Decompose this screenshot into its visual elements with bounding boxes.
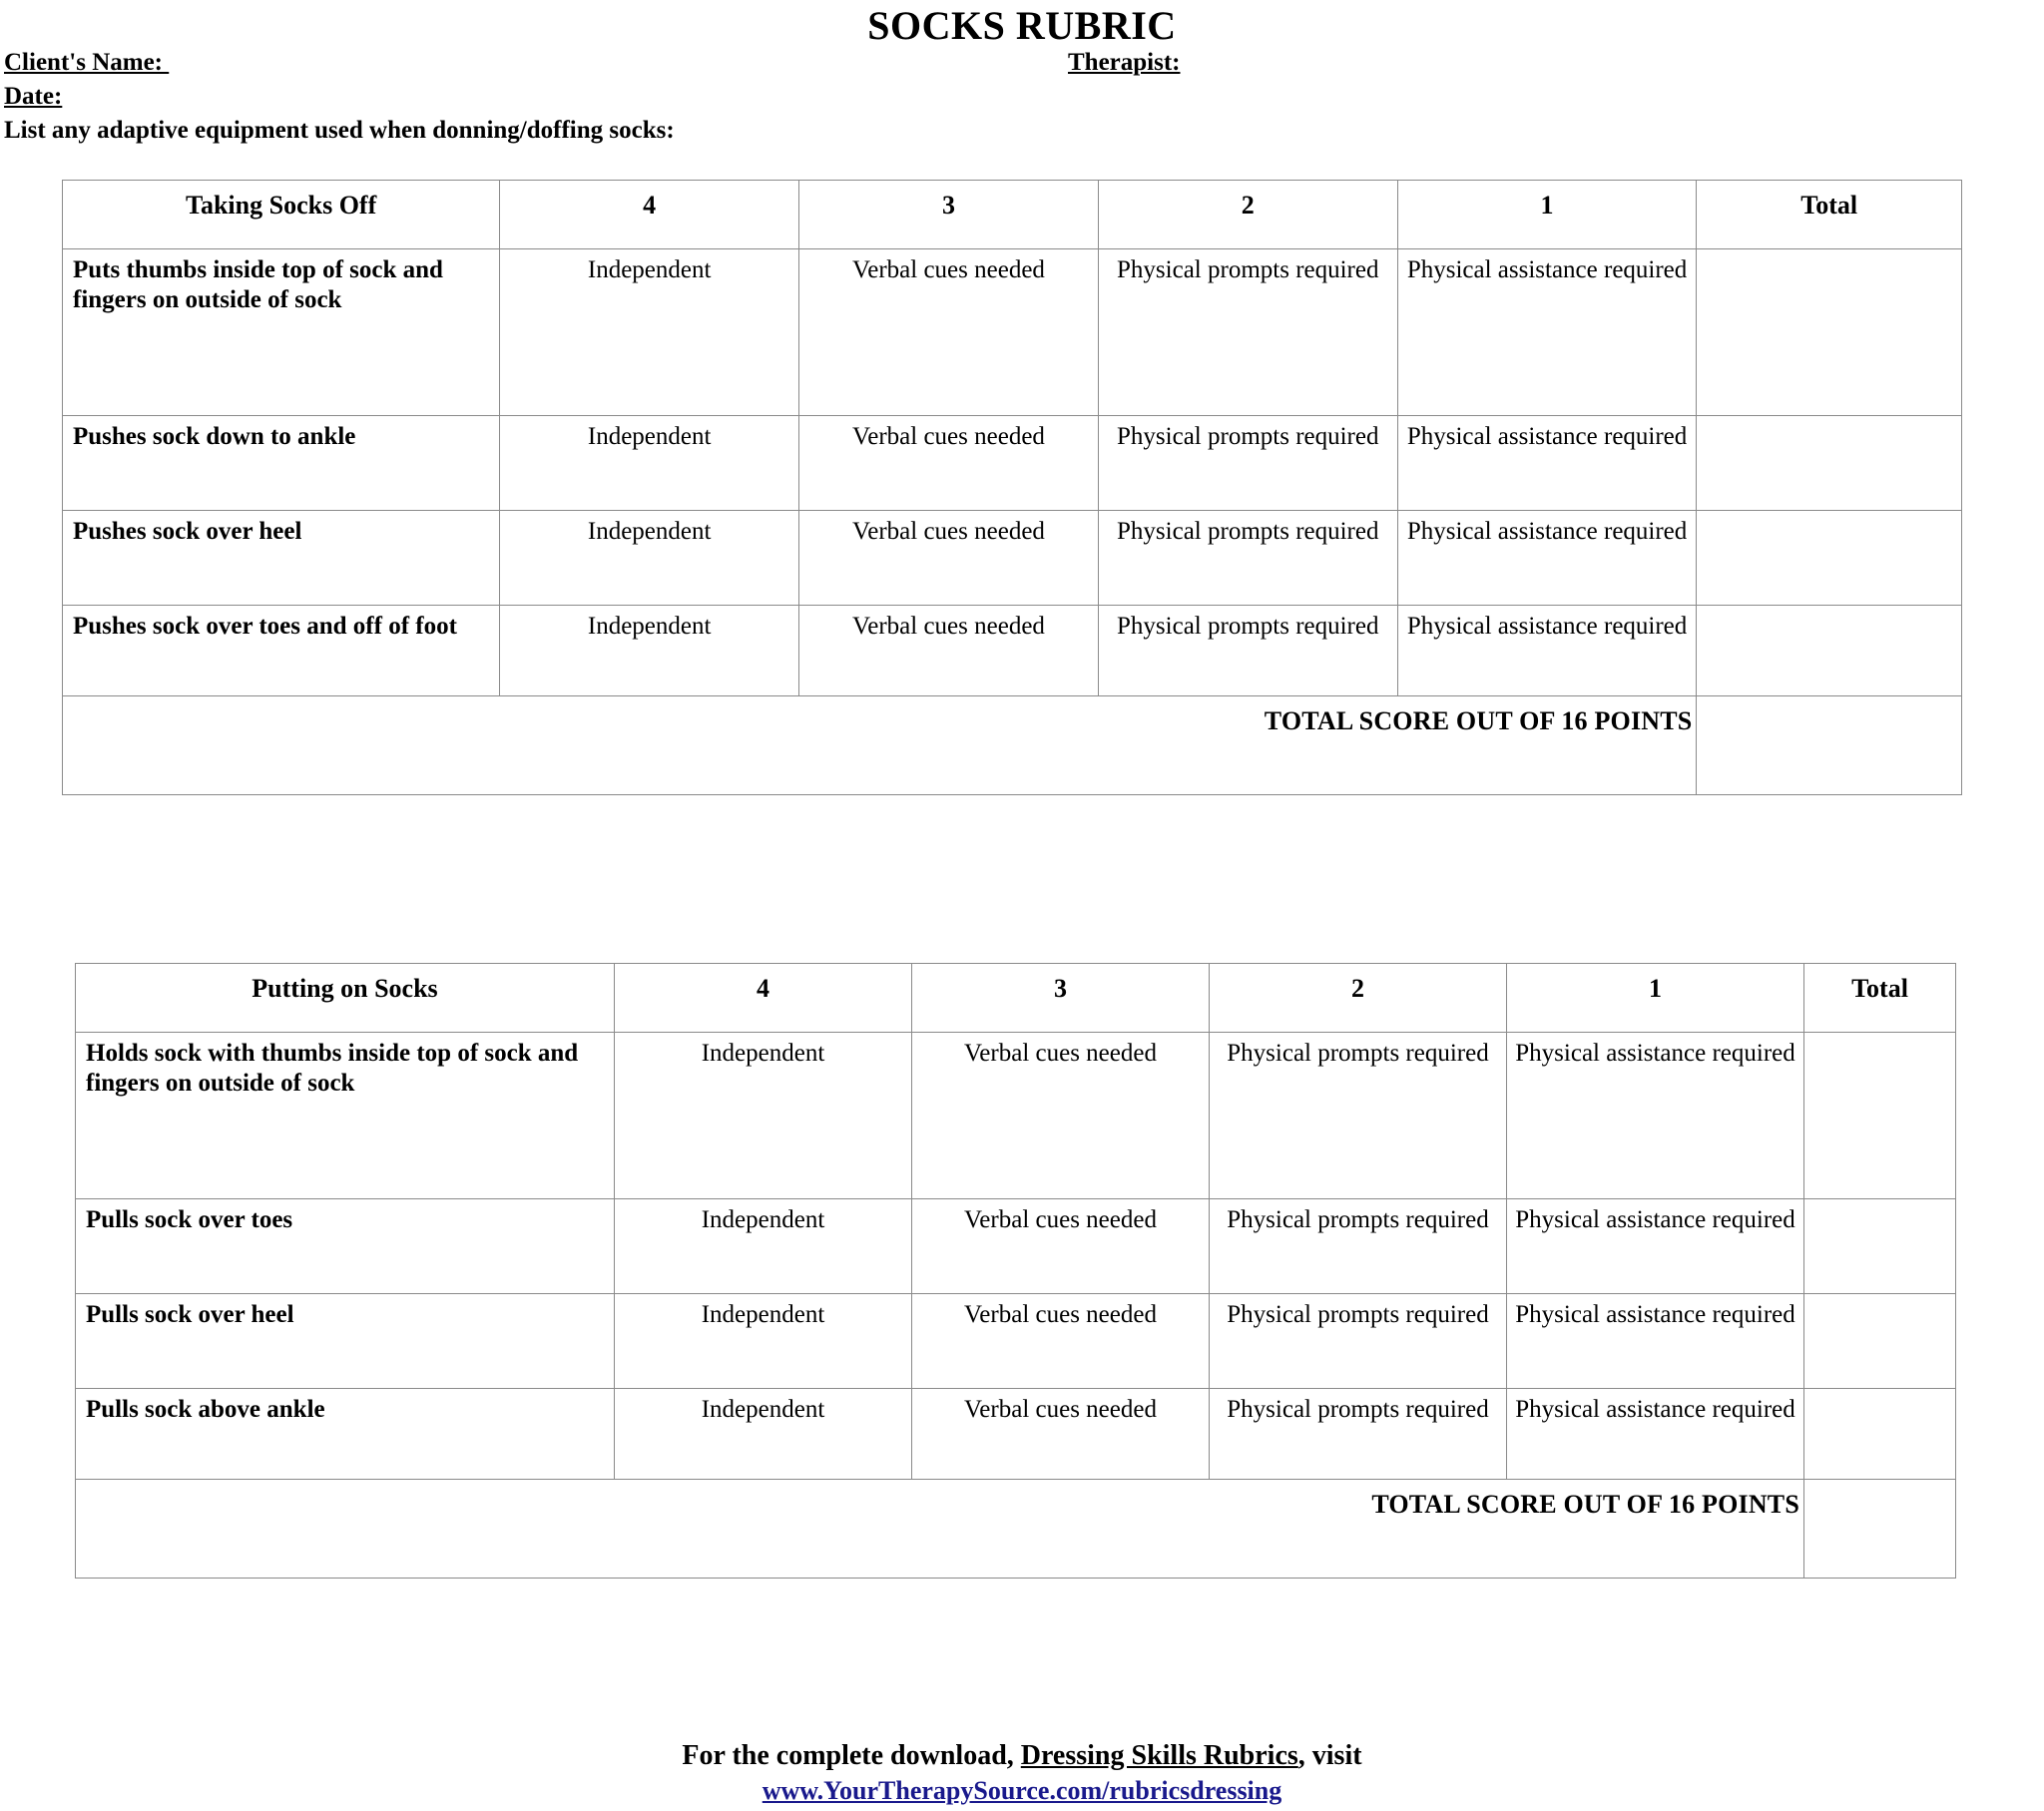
therapist-label: Therapist: [1068, 49, 1181, 76]
total-score-label: TOTAL SCORE OUT OF 16 POINTS [76, 1480, 1804, 1579]
skill-label: Pushes sock over heel [63, 511, 500, 606]
criterion-score-1: Physical assistance required [1397, 416, 1697, 511]
footer-text-after: , visit [1297, 1740, 1362, 1771]
row-total-input[interactable] [1804, 1199, 1956, 1294]
dressing-skills-rubrics-link[interactable]: Dressing Skills Rubrics [1020, 1740, 1298, 1771]
criterion-score-1: Physical assistance required [1507, 1389, 1804, 1480]
criterion-score-3: Verbal cues needed [912, 1033, 1210, 1199]
criterion-score-3: Verbal cues needed [799, 606, 1099, 696]
putting-on-socks-table [75, 963, 1956, 1579]
skill-label: Pushes sock down to ankle [63, 416, 500, 511]
table-header-row [76, 964, 1956, 1033]
column-header-score-3: 3 [799, 181, 1099, 249]
column-header-score-1: 1 [1507, 964, 1804, 1033]
table-row [63, 416, 1962, 511]
criterion-score-2: Physical prompts required [1098, 511, 1397, 606]
column-header-skill: Putting on Socks [76, 964, 615, 1033]
date-line [0, 80, 2044, 114]
client-therapist-line [0, 46, 2044, 80]
criterion-score-3: Verbal cues needed [912, 1389, 1210, 1480]
taking-socks-off-table [62, 180, 1962, 795]
footer-download-line [0, 1738, 2044, 1774]
client-name-label: Client's Name: [4, 49, 170, 76]
criterion-score-4: Independent [615, 1199, 912, 1294]
total-score-row [63, 696, 1962, 795]
criterion-score-1: Physical assistance required [1397, 606, 1697, 696]
criterion-score-4: Independent [500, 606, 799, 696]
grand-total-input[interactable] [1697, 696, 1962, 795]
criterion-score-3: Verbal cues needed [912, 1199, 1210, 1294]
criterion-score-4: Independent [615, 1389, 912, 1480]
criterion-score-4: Independent [615, 1294, 912, 1389]
total-score-label: TOTAL SCORE OUT OF 16 POINTS [63, 696, 1697, 795]
row-total-input[interactable] [1697, 416, 1962, 511]
column-header-score-4: 4 [615, 964, 912, 1033]
adaptive-equipment-label: List any adaptive equipment used when donning/doffing socks: [4, 117, 675, 144]
row-total-input[interactable] [1804, 1033, 1956, 1199]
row-total-input[interactable] [1697, 606, 1962, 696]
criterion-score-3: Verbal cues needed [799, 249, 1099, 416]
criterion-score-2: Physical prompts required [1098, 606, 1397, 696]
table-row [63, 511, 1962, 606]
skill-label: Holds sock with thumbs inside top of sock and fingers on outside of sock [76, 1033, 615, 1199]
criterion-score-1: Physical assistance required [1397, 249, 1697, 416]
skill-label: Puts thumbs inside top of sock and fingers on outside of sock [63, 249, 500, 416]
column-header-total: Total [1804, 964, 1956, 1033]
criterion-score-4: Independent [500, 416, 799, 511]
criterion-score-1: Physical assistance required [1507, 1199, 1804, 1294]
criterion-score-2: Physical prompts required [1210, 1389, 1507, 1480]
row-total-input[interactable] [1697, 511, 1962, 606]
skill-label: Pushes sock over toes and off of foot [63, 606, 500, 696]
criterion-score-2: Physical prompts required [1210, 1033, 1507, 1199]
table-header-row [63, 181, 1962, 249]
criterion-score-1: Physical assistance required [1397, 511, 1697, 606]
skill-label: Pulls sock over heel [76, 1294, 615, 1389]
criterion-score-1: Physical assistance required [1507, 1033, 1804, 1199]
criterion-score-1: Physical assistance required [1507, 1294, 1804, 1389]
criterion-score-4: Independent [615, 1033, 912, 1199]
row-total-input[interactable] [1804, 1389, 1956, 1480]
grand-total-input[interactable] [1804, 1480, 1956, 1579]
row-total-input[interactable] [1697, 249, 1962, 416]
footer [0, 1738, 2044, 1808]
table-row [76, 1389, 1956, 1480]
total-score-row [76, 1480, 1956, 1579]
criterion-score-4: Independent [500, 511, 799, 606]
criterion-score-3: Verbal cues needed [799, 416, 1099, 511]
criterion-score-2: Physical prompts required [1210, 1294, 1507, 1389]
date-label: Date: [4, 83, 63, 110]
page-title: SOCKS RUBRIC [867, 3, 1177, 48]
skill-label: Pulls sock over toes [76, 1199, 615, 1294]
skill-label: Pulls sock above ankle [76, 1389, 615, 1480]
criterion-score-2: Physical prompts required [1210, 1199, 1507, 1294]
column-header-score-3: 3 [912, 964, 1210, 1033]
table-row [63, 249, 1962, 416]
column-header-total: Total [1697, 181, 1962, 249]
criterion-score-3: Verbal cues needed [912, 1294, 1210, 1389]
column-header-skill: Taking Socks Off [63, 181, 500, 249]
column-header-score-1: 1 [1397, 181, 1697, 249]
table-row [76, 1199, 1956, 1294]
therapy-source-url-link[interactable]: www.YourTherapySource.com/rubricsdressing [762, 1776, 1282, 1805]
column-header-score-4: 4 [500, 181, 799, 249]
table-row [76, 1033, 1956, 1199]
criterion-score-4: Independent [500, 249, 799, 416]
criterion-score-2: Physical prompts required [1098, 416, 1397, 511]
column-header-score-2: 2 [1098, 181, 1397, 249]
column-header-score-2: 2 [1210, 964, 1507, 1033]
footer-url-line [0, 1774, 2044, 1808]
footer-text-before: For the complete download, [682, 1740, 1021, 1771]
criterion-score-2: Physical prompts required [1098, 249, 1397, 416]
table-row [76, 1294, 1956, 1389]
criterion-score-3: Verbal cues needed [799, 511, 1099, 606]
row-total-input[interactable] [1804, 1294, 1956, 1389]
table-row [63, 606, 1962, 696]
